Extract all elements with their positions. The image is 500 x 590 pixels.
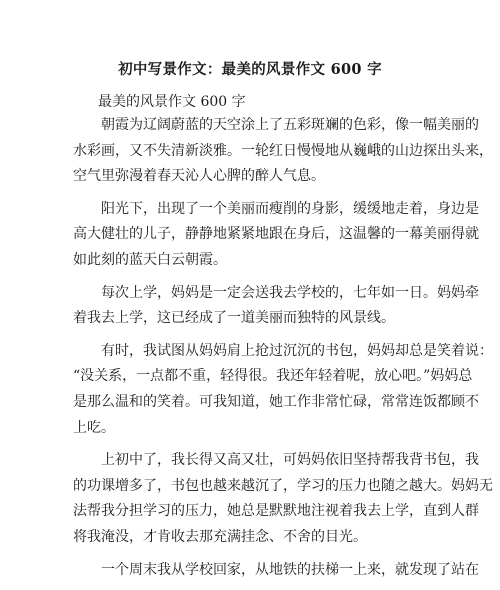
text-line: 阳光下，出现了一个美丽而瘦削的身影，缓缓地走着，身边是	[101, 200, 479, 217]
document-body	[73, 113, 493, 590]
text-line: 每次上学，妈妈是一定会送我去学校的，七年如一日。妈妈牵	[101, 284, 479, 301]
text-line: 将我淹没，才肯收去那充满挂念、不舍的目光。	[73, 528, 367, 545]
text-line: 上初中了，我长得又高又壮，可妈妈依旧坚持帮我背书包，我	[101, 452, 479, 469]
paragraph-1	[73, 113, 493, 190]
paragraph-5	[73, 448, 493, 550]
text-line: 高大健壮的儿子，静静地紧紧地跟在身后，这温馨的一幕美丽得就	[73, 226, 479, 243]
text-line: 空气里弥漫着春天沁人心脾的醉人气息。	[73, 168, 325, 185]
text-line: 朝霞为辽阔蔚蓝的天空涂上了五彩斑斓的色彩，像一幅美丽的	[101, 117, 479, 133]
document-title: 初中写景作文：最美的风景作文 600 字	[118, 61, 382, 78]
paragraph-4	[73, 339, 493, 441]
text-line: 着我去上学，这已经成了一道美丽而独特的风景线。	[73, 310, 395, 327]
text-line: 的功课增多了，书包也越来越沉了，学习的压力也随之越大。妈妈无	[73, 477, 493, 494]
text-line: 法帮我分担学习的压力，她总是默默地注视着我去上学，直到人群	[73, 503, 479, 520]
text-line: 有时，我试图从妈妈肩上抢过沉沉的书包，妈妈却总是笑着说：	[101, 342, 493, 359]
text-line: 一个周末我从学校回家，从地铁的扶梯一上来，就发现了站在	[101, 561, 479, 578]
text-line: “没关系，一点都不重，轻得很。我还年轻着呢，放心吧。”妈妈总	[73, 368, 473, 385]
paragraph-3	[73, 281, 479, 332]
text-line: 上吃。	[73, 419, 115, 436]
text-line: 如此刻的蓝天白云朝霞。	[73, 251, 227, 268]
text-line: 是那么温和的笑着。可我知道，她工作非常忙碌，常常连饭都顾不	[73, 393, 479, 410]
text-line: 水彩画，又不失清新淡雅。一轮红日慢慢地从巍峨的山边探出头来，	[73, 142, 493, 159]
paragraph-6	[73, 558, 479, 584]
document-subtitle: 最美的风景作文 600 字	[98, 94, 246, 110]
paragraph-2	[73, 197, 479, 274]
